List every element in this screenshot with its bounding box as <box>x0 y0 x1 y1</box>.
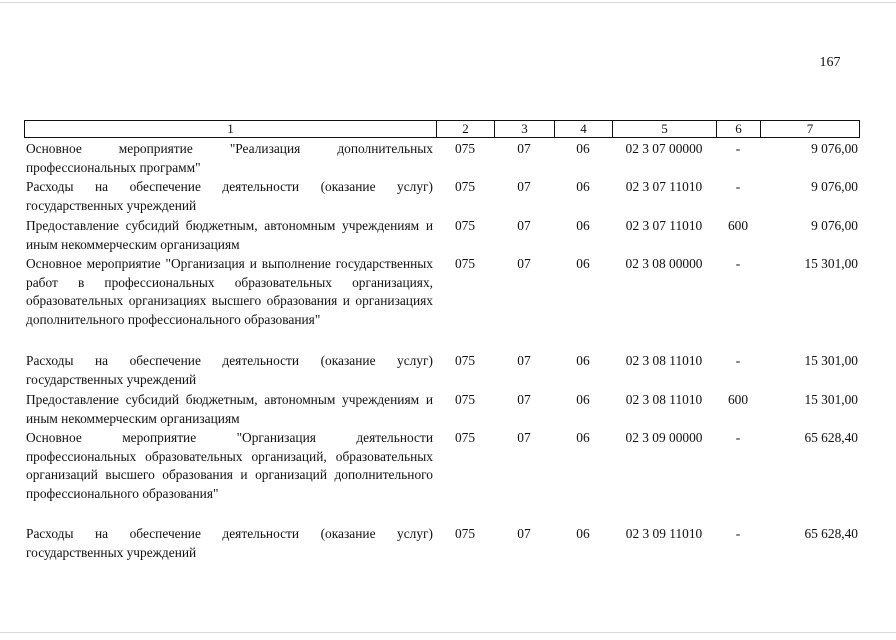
row-col-7: 65 628,40 <box>804 430 858 445</box>
row-col-7: 15 301,00 <box>804 392 858 407</box>
page-number: 167 <box>819 55 841 70</box>
header-col-3: 3 <box>495 121 555 137</box>
row-description: Предоставление субсидий бюджетным, автономным учреждениям и иным некоммерческим организациям <box>26 218 433 252</box>
row-col-5: 02 3 09 00000 <box>625 430 703 445</box>
row-col-6: - <box>735 256 741 271</box>
row-col-6: 600 <box>727 392 749 407</box>
row-col-6: 600 <box>727 218 749 233</box>
row-col-5: 02 3 07 11010 <box>625 218 703 233</box>
row-col-2: 075 <box>454 218 476 233</box>
header-col-7: 7 <box>806 121 814 136</box>
row-col-3: 07 <box>517 179 531 194</box>
header-col-5: 5 <box>613 121 717 137</box>
row-col-5: 02 3 09 11010 <box>625 526 703 541</box>
row-col-7: 9 076,00 <box>811 141 858 156</box>
scan-edge-bottom <box>0 632 896 633</box>
header-col-1: 1 <box>25 121 437 137</box>
row-col-7: 65 628,40 <box>804 526 858 541</box>
row-col-6: - <box>735 179 741 194</box>
row-col-2: 075 <box>454 526 476 541</box>
row-col-3: 07 <box>517 141 531 156</box>
row-description: Расходы на обеспечение деятельности (оказание услуг) государственных учреждений <box>26 179 433 213</box>
row-description: Основное мероприятие "Организация деятельности профессиональных образовательных организаций, образовательных организаций высшего образования и организаций дополнительного профессионального образования" <box>26 430 433 501</box>
row-col-3: 07 <box>517 430 531 445</box>
row-col-5: 02 3 08 00000 <box>625 256 703 271</box>
row-col-7: 9 076,00 <box>811 218 858 233</box>
row-col-3: 07 <box>517 218 531 233</box>
row-col-6: - <box>735 430 741 445</box>
row-col-7: 15 301,00 <box>804 256 858 271</box>
row-col-4: 06 <box>576 353 590 368</box>
row-description: Расходы на обеспечение деятельности (оказание услуг) государственных учреждений <box>26 353 433 387</box>
row-col-5: 02 3 08 11010 <box>625 392 703 407</box>
row-col-4: 06 <box>576 256 590 271</box>
row-col-2: 075 <box>454 353 476 368</box>
header-col-6: 6 <box>717 121 761 137</box>
row-col-2: 075 <box>454 141 476 156</box>
row-col-5: 02 3 07 00000 <box>625 141 703 156</box>
row-col-2: 075 <box>454 430 476 445</box>
row-description: Расходы на обеспечение деятельности (оказание услуг) государственных учреждений <box>26 526 433 560</box>
row-col-5: 02 3 08 11010 <box>625 353 703 368</box>
header-col-2: 2 <box>437 121 495 137</box>
row-col-3: 07 <box>517 392 531 407</box>
row-col-6: - <box>735 526 741 541</box>
row-col-2: 075 <box>454 256 476 271</box>
row-col-3: 07 <box>517 256 531 271</box>
row-col-6: - <box>735 141 741 156</box>
row-col-7: 15 301,00 <box>804 353 858 368</box>
scan-edge-top <box>0 2 896 3</box>
row-description: Основное мероприятие "Реализация дополнительных профессиональных программ" <box>26 141 433 175</box>
row-col-4: 06 <box>576 141 590 156</box>
row-col-5: 02 3 07 11010 <box>625 179 703 194</box>
row-col-4: 06 <box>576 392 590 407</box>
row-col-3: 07 <box>517 526 531 541</box>
row-col-4: 06 <box>576 179 590 194</box>
row-col-6: - <box>735 353 741 368</box>
header-col-4: 4 <box>555 121 613 137</box>
row-description: Основное мероприятие "Организация и выполнение государственных работ в профессиональных образовательных организациях, образовательных организациях высшего образования и организациях дополнительного профессионального образования" <box>26 256 433 327</box>
row-col-4: 06 <box>576 430 590 445</box>
table-header <box>24 120 860 138</box>
row-description: Предоставление субсидий бюджетным, автономным учреждениям и иным некоммерческим организациям <box>26 392 433 426</box>
row-col-4: 06 <box>576 526 590 541</box>
row-col-3: 07 <box>517 353 531 368</box>
row-col-4: 06 <box>576 218 590 233</box>
row-col-2: 075 <box>454 392 476 407</box>
row-col-2: 075 <box>454 179 476 194</box>
row-col-7: 9 076,00 <box>811 179 858 194</box>
